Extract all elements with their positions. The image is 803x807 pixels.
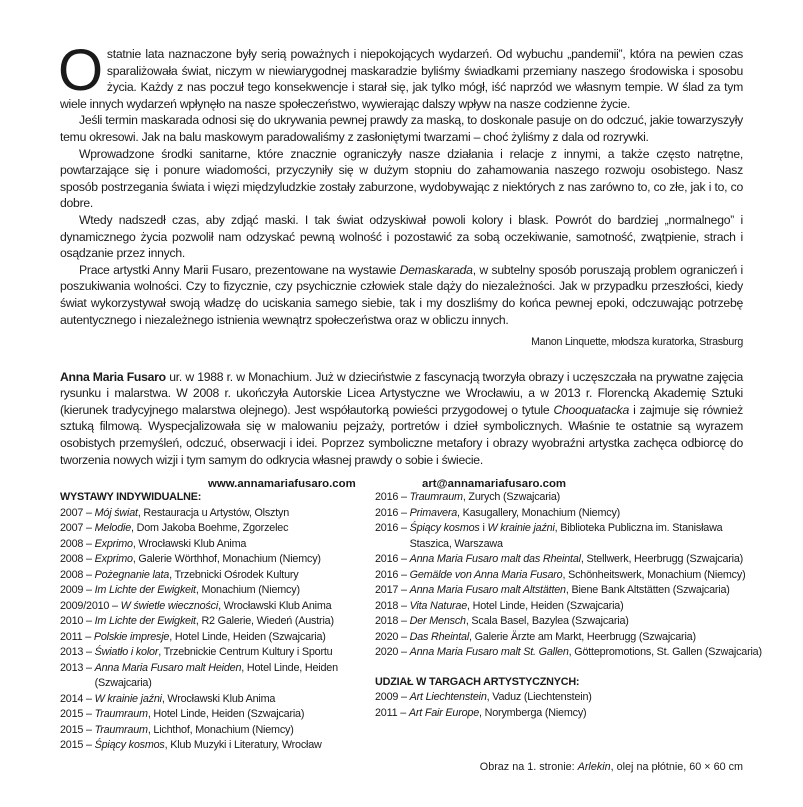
- exhibition-title: Das Rheintal: [409, 630, 470, 643]
- exhibition-entry: [60, 599, 360, 615]
- website-link[interactable]: www.annamariafusaro.com: [208, 478, 356, 491]
- exhibition-title: Traumraum: [94, 708, 148, 720]
- exhibition-title: Melodie: [94, 522, 132, 534]
- exhibition-venue: , Klub Muzyki i Literatury, Wrocław: [164, 739, 322, 751]
- curator-essay: [58, 38, 743, 351]
- exhibition-venue: , Dom Jakoba Boehme, Zgorzelec: [131, 522, 289, 534]
- exhibition-text: [95, 661, 360, 692]
- exhibition-title: W krainie jaźni: [487, 522, 555, 534]
- cover-caption: Obraz na 1. stronie: Arlekin, olej na płótnie, 60 × 60 cm: [479, 761, 743, 773]
- exhibition-entry: [60, 552, 360, 568]
- exhibition-venue: , Hotel Linde, Heiden (Szwajcaria): [94, 661, 338, 689]
- solo-exhibitions-left: [60, 506, 360, 754]
- exhibition-text: [410, 506, 765, 522]
- exhibition-text: [410, 614, 765, 630]
- exhibition-year: 2018 –: [375, 615, 410, 627]
- exhibition-entry: [375, 706, 765, 722]
- art-fairs-list: [375, 690, 765, 721]
- artist-bio: Anna Maria Fusaro ur. w 1988 r. w Monachium. Już w dzieciństwie z fascynacją tworzyła obrazy i uczęszczała na prywatne zajęcia rysunku i malarstwa. W 2008 r. ukończyła Autorskie Licea Artystyczne we Wrocławiu, a w 2013 r. Florencką Akademię Sztuki (kierunek tradycyjnego malarstwa olejnego). Jest współautorką powieści przygodowej o tytule Chooquatacka i zajmuje się również sztuką filmową. Wyspecjalizowała się w malowaniu pejzaży, portretów i dzieł symbolicznych. Właśnie te ostatnie są wyrazem osobistych przemyśleń, odczuć, obserwacji i idei. Poprzez symboliczne metafory i obrazy wyobraźni artystka zachęca odbiorcę do tworzenia nowych wizji i tym samym do odkrycia własnej prawdy o sobie i świecie.: [60, 369, 743, 467]
- exhibition-entry: [60, 614, 360, 630]
- exhibition-text: [410, 599, 765, 615]
- exhibition-year: 2009 –: [60, 584, 95, 596]
- exhibition-year: 2008 –: [60, 553, 95, 565]
- exhibition-year: 2016 –: [375, 568, 410, 581]
- exhibition-venue: , Wrocławski Klub Anima: [161, 692, 276, 705]
- exhibition-entry: [60, 661, 360, 692]
- exhibition-entry: [60, 583, 360, 599]
- exhibition-title: Im Lichte der Ewigkeit: [94, 615, 196, 627]
- exhibition-venue: , Vaduz (Liechtenstein): [486, 691, 592, 703]
- paragraph: Ostatnie lata naznaczone były serią poważnych i niepokojących wydarzeń. Od wybuchu „pandemii”, która na pewien czas sparaliżowała świat, niczym w niewiarygodnej maskaradzie byliśmy świadkami przemiany naszego środowiska i sposobu życia. Każdy z nas poczuł tego konsekwencje i starał się, jak tylko mógł, iść naprzód we własnym tempie. W ślad za tym wiele innych wydarzeń wpłynęło na nasze społeczeństwo, wywierając dalszy wpływ na nasze codzienne życie.: [58, 38, 743, 111]
- exhibition-year: 2011 –: [375, 706, 409, 719]
- exhibition-title: Anna Maria Fusaro malt Altstätten: [409, 584, 566, 596]
- exhibition-year: 2013 –: [60, 646, 95, 658]
- exhibition-text: [95, 568, 360, 584]
- exhibition-text: [95, 738, 360, 754]
- exhibition-venue: , Norymberga (Niemcy): [479, 706, 587, 719]
- exhibition-text: [95, 707, 360, 723]
- exhibition-venue: , Hotel Linde, Heiden (Szwajcaria): [467, 599, 624, 612]
- exhibition-venue: , Stellwerk, Heerbrugg (Szwajcaria): [580, 553, 744, 565]
- exhibition-venue: , Restauracja u Artystów, Olsztyn: [137, 506, 290, 519]
- exhibition-year: 2014 –: [60, 692, 95, 705]
- exhibition-title: Exprimo: [94, 537, 133, 550]
- exhibition-text: [410, 490, 765, 506]
- exhibition-year: 2009/2010 –: [60, 599, 121, 612]
- article: [58, 38, 743, 496]
- exhibition-title: Pożegnanie lata: [94, 568, 170, 581]
- exhibition-title: Polskie impresje: [93, 630, 170, 643]
- exhibition-entry: [375, 630, 765, 646]
- exhibition-venue: , Scala Basel, Bazylea (Szwajcaria): [465, 615, 629, 627]
- exhibition-venue: , Galerie Ärzte am Markt, Heerbrugg (Szwajcaria): [469, 630, 696, 643]
- email-link[interactable]: art@annamariafusaro.com: [422, 478, 567, 491]
- exhibition-venue: , Trzebnickie Centrum Kultury i Sportu: [158, 646, 333, 658]
- solo-exhibitions-heading: WYSTAWY INDYWIDUALNE:: [60, 491, 202, 503]
- exhibition-venue: , Lichthof, Monachium (Niemcy): [147, 723, 294, 736]
- exhibition-venue: , Trzebnicki Ośrodek Kultury: [169, 568, 299, 581]
- exhibition-text: [409, 706, 765, 722]
- exhibition-title: Anna Maria Fusaro malt Heiden: [94, 661, 242, 674]
- exhibition-title: Demaskarada: [399, 262, 473, 277]
- exhibition-text: [410, 630, 765, 646]
- curator-signature: Manon Linquette, młodsza kuratorka, Strasburg: [531, 336, 743, 349]
- exhibition-venue: , Hotel Linde, Heiden (Szwajcaria): [169, 630, 326, 643]
- exhibition-year: 2020 –: [375, 630, 410, 643]
- exhibition-year: 2007 –: [60, 522, 95, 534]
- exhibition-venue: , Biene Bank Altstätten (Szwajcaria): [565, 584, 730, 596]
- dropcap-letter: O: [58, 38, 103, 103]
- exhibition-year: 2013 –: [60, 661, 95, 674]
- exhibition-venue: , Galerie Wörthhof, Monachium (Niemcy): [132, 553, 321, 565]
- exhibition-text: [95, 614, 360, 630]
- exhibition-text: [410, 583, 765, 599]
- exhibition-text: [95, 692, 360, 708]
- exhibition-entry: [60, 692, 360, 708]
- exhibition-text: [410, 690, 765, 706]
- exhibition-entry: [375, 521, 765, 552]
- paragraph: Wprowadzone środki sanitarne, które znacznie ograniczyły nasze działania i relacje z innymi, a także często natrętne, powtarzające się i ponure wiadomości, przyczyniły się w dużym stopniu do zahamowania naszego rozwoju osobistego. Nasz sposób postrzegania świata i więzi międzyludzkie zostały zaburzone, wydobywając z niektórych z nas zarówno to, co złe, jak i to, co dobre.: [60, 146, 743, 211]
- exhibition-entry: [375, 506, 765, 522]
- exhibition-text: [95, 583, 360, 599]
- exhibition-title: Art Fair Europe: [408, 706, 480, 719]
- exhibition-venue: i: [479, 522, 488, 534]
- exhibition-entry: [60, 645, 360, 661]
- artist-name: Anna Maria Fusaro: [60, 369, 166, 384]
- exhibition-entry: [60, 723, 360, 739]
- exhibition-text: [410, 552, 765, 568]
- exhibition-year: 2018 –: [375, 599, 410, 612]
- exhibition-year: 2015 –: [60, 723, 95, 736]
- exhibition-venue: , Wrocławski Klub Anima: [132, 537, 247, 550]
- cover-artwork-title: Arlekin: [577, 761, 611, 773]
- exhibition-title: W świetle wieczności: [120, 599, 219, 612]
- exhibition-year: 2015 –: [60, 739, 95, 751]
- exhibition-venue: , Kasugallery, Monachium (Niemcy): [457, 506, 621, 519]
- exhibition-title: Der Mensch: [409, 615, 466, 627]
- exhibition-title: Art Liechtenstein: [409, 691, 487, 703]
- exhibition-year: 2007 –: [60, 506, 95, 519]
- exhibition-title: Exprimo: [94, 553, 133, 565]
- exhibition-venue: , Monachium (Niemcy): [195, 584, 300, 596]
- exhibition-entry: [375, 599, 765, 615]
- exhibition-year: 2008 –: [60, 568, 95, 581]
- exhibition-year: 2016 –: [375, 491, 410, 503]
- exhibition-year: 2016 –: [375, 506, 410, 519]
- exhibition-text: [95, 645, 360, 661]
- exhibition-venue: , Biblioteka Publiczna im. Stanisława Staszica, Warszawa: [409, 522, 723, 550]
- exhibition-venue: , R2 Galerie, Wiedeń (Austria): [195, 615, 334, 627]
- exhibition-entry: [375, 490, 765, 506]
- exhibition-year: 2010 –: [60, 615, 95, 627]
- exhibition-title: Gemälde von Anna Maria Fusaro: [409, 568, 563, 581]
- exhibition-venue: , Göttepromotions, St. Gallen (Szwajcaria): [568, 646, 762, 658]
- exhibition-title: Światło i kolor: [94, 646, 159, 658]
- exhibition-title: Anna Maria Fusaro malt St. Gallen: [409, 646, 569, 658]
- paragraph: Wtedy nadszedł czas, aby zdjąć maski. I tak świat odzyskiwał powoli kolory i blask. Powrót do bardziej „normalnego” i dynamicznego życia pozwolił nam odzyskać pewną wolność i pozostawić za sobą oczekiwanie, samotność, zwątpienie, strach i osądzanie przez innych.: [60, 212, 743, 261]
- exhibition-entry: [375, 614, 765, 630]
- exhibition-entry: [60, 738, 360, 754]
- exhibition-text: [410, 568, 765, 584]
- exhibition-title: Traumraum: [94, 723, 148, 736]
- exhibition-text: [94, 630, 360, 646]
- book-title: Chooquatacka: [553, 402, 630, 417]
- paragraph: Prace artystki Anny Marii Fusaro, prezentowane na wystawie Demaskarada, w subtelny sposób poruszają problem ograniczeń i poszukiwania wolności. Czy to fizycznie, czy psychicznie człowiek stale dąży do niezależności. Jak w przypadku przeszłości, kiedy świat wykorzystywał swoją władzę do uciskania samego siebie, tak i my doszliśmy do końca pewnej epoki, odczuwając potrzebę autentycznego i niezależnego istnienia wewnątrz społeczeństwa oraz w obliczu innych.: [60, 262, 743, 327]
- exhibition-text: [95, 506, 360, 522]
- exhibition-title: Śpiący kosmos: [409, 522, 480, 534]
- exhibition-title: Śpiący kosmos: [94, 739, 165, 751]
- exhibitions-column-left: [60, 490, 360, 754]
- exhibition-entry: [375, 552, 765, 568]
- exhibition-title: Traumraum: [409, 491, 463, 503]
- exhibition-entry: [375, 583, 765, 599]
- exhibition-year: 2008 –: [60, 537, 95, 550]
- exhibition-text: [95, 521, 360, 537]
- exhibition-entry: [60, 568, 360, 584]
- exhibition-year: 2020 –: [375, 646, 410, 658]
- exhibition-title: Primavera: [409, 506, 458, 519]
- exhibition-text: [95, 552, 360, 568]
- exhibition-entry: [60, 506, 360, 522]
- exhibition-year: 2009 –: [375, 691, 410, 703]
- exhibition-title: Anna Maria Fusaro malt das Rheintal: [409, 553, 581, 565]
- exhibition-venue: , Zurych (Szwajcaria): [462, 491, 561, 503]
- exhibition-year: 2017 –: [375, 584, 410, 596]
- exhibition-title: W krainie jaźni: [94, 692, 162, 705]
- exhibition-year: 2016 –: [375, 553, 410, 565]
- exhibition-year: 2015 –: [60, 708, 95, 720]
- exhibition-text: [121, 599, 360, 615]
- exhibition-venue: , Schönheitswerk, Monachium (Niemcy): [562, 568, 746, 581]
- exhibition-entry: [60, 521, 360, 537]
- exhibition-text: [95, 537, 360, 553]
- exhibition-entry: [375, 690, 765, 706]
- exhibition-title: Im Lichte der Ewigkeit: [94, 584, 196, 596]
- exhibition-text: [410, 521, 765, 552]
- exhibition-entry: [375, 645, 765, 661]
- exhibition-year: 2011 –: [60, 630, 94, 643]
- exhibition-entry: [60, 630, 360, 646]
- exhibition-text: [410, 645, 765, 661]
- art-fairs-heading: UDZIAŁ W TARGACH ARTYSTYCZNYCH:: [375, 675, 580, 688]
- exhibition-title: Mój świat: [94, 506, 138, 519]
- exhibition-entry: [60, 537, 360, 553]
- paragraph: Jeśli termin maskarada odnosi się do ukrywania pewnej prawdy za maską, to doskonale pasuje on do odczuć, jakie towarzyszyły temu okresowi. Jak na balu maskowym paradowaliśmy z zasłoniętymi twarzami – choć żyliśmy z dala od rozrywki.: [60, 113, 743, 144]
- solo-exhibitions-right: [375, 490, 765, 661]
- exhibitions-column-right: [375, 490, 765, 721]
- exhibition-entry: [375, 568, 765, 584]
- exhibition-venue: , Wrocławski Klub Anima: [218, 599, 332, 612]
- exhibition-entry: [60, 707, 360, 723]
- exhibition-year: 2016 –: [375, 522, 410, 534]
- exhibition-title: Vita Naturae: [409, 599, 468, 612]
- exhibition-venue: , Hotel Linde, Heiden (Szwajcaria): [147, 708, 305, 720]
- exhibition-text: [95, 723, 360, 739]
